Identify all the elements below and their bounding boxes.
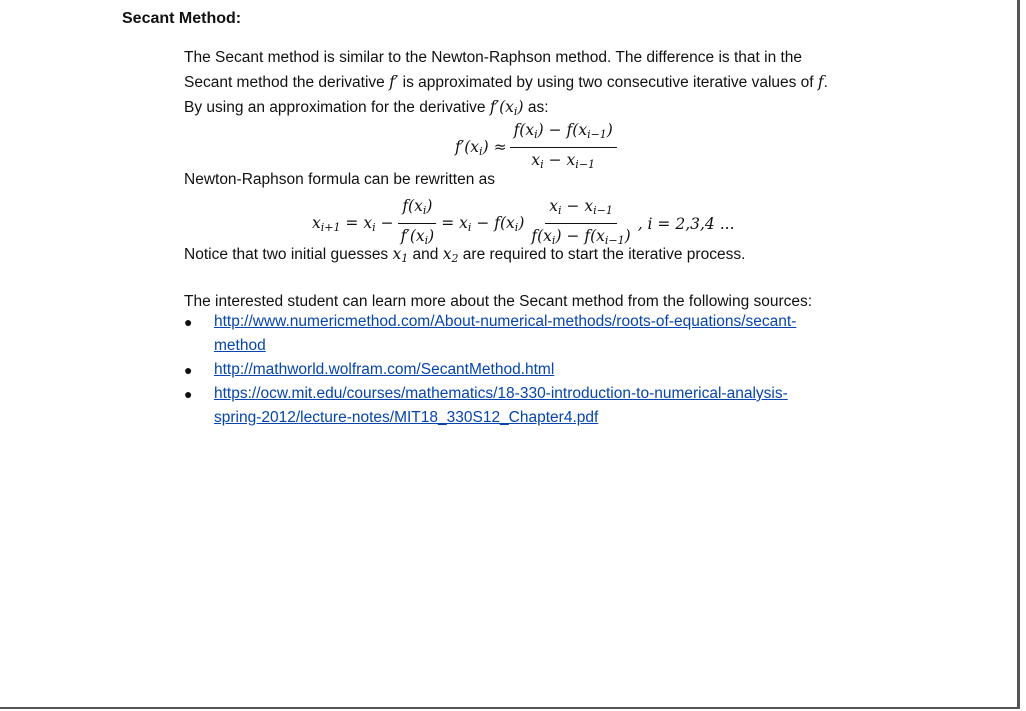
intro-line-3: By using an approximation for the derivative $f'(x_i)$ as: (184, 98, 549, 118)
iteration-range: i = 2,3,4 ... (647, 214, 735, 233)
intro-line-2: Secant method the derivative f′ is approximated by using two consecutive iterative values of f. (184, 73, 828, 91)
bullet-icon: ● (184, 362, 193, 378)
bullet-icon: ● (184, 386, 193, 402)
section-heading: Secant Method: (122, 10, 242, 27)
intro-line-1: The Secant method is similar to the Newton-Raphson method. The difference is that in the (184, 49, 803, 66)
intro-paragraph (184, 46, 828, 124)
newton-raphson-line: Newton-Raphson formula can be rewritten as (184, 171, 496, 188)
list-item (184, 358, 796, 382)
link-mathworld[interactable]: http://mathworld.wolfram.com/SecantMethod.html (214, 361, 555, 378)
list-item (184, 310, 796, 358)
derivative-approximation-equation: $f'(x_i)$ ≈ $\frac{f(x_i) - f(x_{i-1})}{x_i - x_{i-1}}$ (455, 120, 620, 175)
bullet-icon: ● (184, 314, 193, 330)
sources-intro: The interested student can learn more about the Secant method from the following sources: (184, 293, 813, 310)
sources-list (184, 310, 796, 430)
link-mit-ocw[interactable]: https://ocw.mit.edu/courses/mathematics/18-330-introduction-to-numerical-analysis- spring-2012/lecture-notes/MIT18_330S12_Chapter4.pdf (214, 385, 788, 426)
list-item (184, 382, 796, 430)
notice-paragraph: Notice that two initial guesses $x_1$ and $x_2$ are required to start the iterative process. (184, 245, 746, 265)
secant-formula-equation: $x_{i+1} = x_i$ − $\frac{f(x_i)}{f'(x_i)}$ = $x_i - f(x_i)$ $\frac{x_i - x_{i-1}}{f(x_i) - f(x_{i-1})}$ , i = 2,3,4 ... (312, 197, 735, 247)
link-numericmethod[interactable]: http://www.numericmethod.com/About-numerical-methods/roots-of-equations/secant- method (214, 313, 797, 354)
